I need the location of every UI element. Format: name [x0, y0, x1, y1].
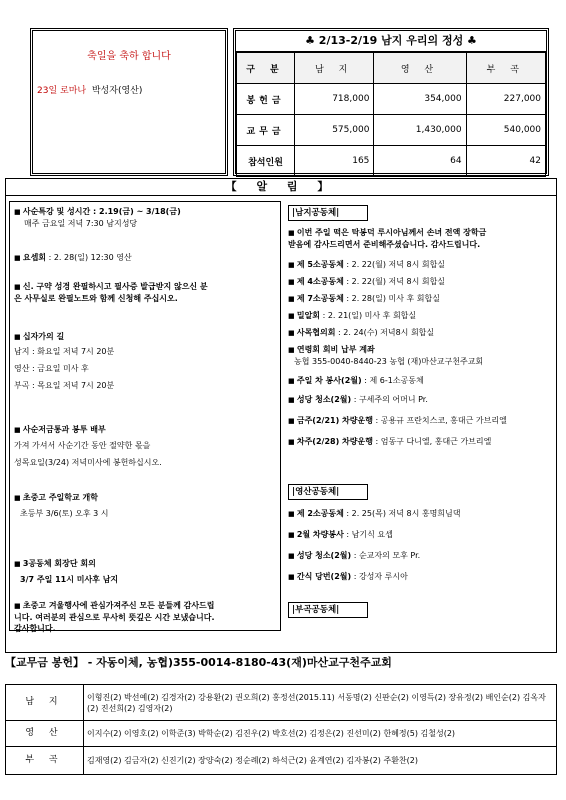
offering-cell: 540,000 — [466, 115, 545, 146]
namji-item: ■ 금주(2/21) 차량운행 : 공용규 프란치스코, 홍대근 가브리엘 — [288, 415, 507, 427]
member-names: 이지수(2) 이영호(2) 이학준(3) 박학순(2) 김진우(2) 박호선(2) 김정은(2) 진선미(2) 한혜정(5) 김철성(2) — [84, 721, 557, 747]
member-names: 김재영(2) 김금자(2) 신진기(2) 장양숙(2) 정순례(2) 하석근(2) 윤계연(2) 김자봉(2) 주환찬(2) — [84, 747, 557, 775]
notice-item: ■ 사순저금통과 봉투 배부 가져 가셔서 사순기간 동안 절약한 몫을 성목요일(3/24) 저녁미사에 봉헌하십시오. — [14, 424, 162, 468]
offering-header-row — [237, 53, 546, 84]
member-names: 이형진(2) 박선예(2) 김경자(2) 강용환(2) 권오희(2) 홍정선(2015.11) 서동명(2) 신판순(2) 이영득(2) 장유정(2) 배인순(2) 김옥자(2) 진선희(2) 김영자(2) — [84, 685, 557, 721]
offering-cell: 42 — [466, 146, 545, 177]
notice-item: ■ 초중고 주일학교 개학 초등부 3/6(토) 오후 3 시 — [14, 492, 108, 519]
offering-table — [236, 52, 546, 177]
namji-item: ■ 이번 주일 떡은 탁봉덕 루시아님께서 손녀 전액 장학금 받음에 감사드리면서 준비해주셨습니다. 감사드립니다. — [288, 227, 486, 250]
feast-person: 박성자(영산) — [91, 86, 143, 96]
offering-cell: 354,000 — [374, 84, 466, 115]
offering-cell: 718,000 — [295, 84, 374, 115]
member-region: 남 지 — [6, 685, 84, 721]
yeongsan-item: ■ 2월 차량봉사 : 남기식 요셉 — [288, 529, 393, 541]
offering-row-label: 교무금 — [237, 115, 295, 146]
namji-item: ■ 제 4소공동체 : 2. 22(월) 저녁 8시 회합실 — [288, 276, 445, 288]
notice-item: ■ 초중고 겨울행사에 관심가져주신 모든 분들께 감사드립 니다. 여러분의 관심으로 무사히 뜻깊은 시간 보냈습니다. 감사합니다. — [14, 600, 215, 634]
notice-item: ■ 십자가의 길 남지 : 화요일 저녁 7시 20분 영산 : 금요일 미사 후 부곡 : 목요일 저녁 7시 20분 — [14, 331, 114, 391]
feast-day-title: 축일을 축하 합니다 — [87, 51, 171, 62]
tithe-members-box — [5, 684, 557, 775]
namji-community-heading: |남지공동체| — [288, 205, 368, 221]
feast-date: 23일 — [37, 86, 58, 96]
feast-day-entry — [37, 83, 142, 96]
notice-item: ■ 3공동체 회장단 회의 3/7 주일 11시 미사후 남지 — [14, 558, 118, 585]
namji-item: ■ 밀알회 : 2. 21(일) 미사 후 회합실 — [288, 310, 416, 322]
member-row — [6, 747, 557, 775]
notice-item: ■ 신. 구약 성경 완필하시고 필사증 발급받지 않으신 분 은 사무실로 완필노트와 함께 신청해 주십시오. — [14, 281, 208, 304]
offering-cell: 165 — [295, 146, 374, 177]
namji-item: ■ 주일 차 봉사(2월) : 제 6-1소공동체 — [288, 375, 424, 387]
tithe-members-table — [5, 684, 557, 775]
notice-left-column — [9, 201, 281, 631]
notice-title: 【 알 림 】 — [6, 179, 556, 196]
namji-item: ■ 제 7소공동체 : 2. 28(일) 미사 후 회합실 — [288, 293, 440, 305]
namji-item: ■ 연령회 회비 납부 계좌 농협 355-0040-8440-23 농협 (재)마산교구천주교회 — [288, 344, 483, 367]
member-region: 부 곡 — [6, 747, 84, 775]
notice-item: ■ 사순특강 및 성시간 : 2.19(금) ~ 3/18(금) 매주 금요일 저녁 7:30 남지성당 — [14, 206, 181, 229]
offering-table-box — [233, 28, 549, 176]
namji-item: ■ 사목협의회 : 2. 24(수) 저녁8시 회합실 — [288, 327, 434, 339]
offering-title: ♣ 2/13-2/19 남지 우리의 정성 ♣ — [236, 31, 546, 52]
feast-day-box — [30, 28, 228, 176]
notice-right-column — [288, 201, 553, 651]
offering-row-label: 봉헌금 — [237, 84, 295, 115]
offering-cell: 227,000 — [466, 84, 545, 115]
tithe-payment-info: 【교무금 봉헌】 - 자동이체, 농협)355-0014-8180-43(재)마산교구천주교회 — [5, 656, 392, 669]
offering-cell: 64 — [374, 146, 466, 177]
bugok-community-heading: |부곡공동체| — [288, 602, 368, 618]
notice-section — [5, 178, 557, 653]
member-row — [6, 721, 557, 747]
offering-cell: 1,430,000 — [374, 115, 466, 146]
offering-row — [237, 146, 546, 177]
offering-header-col: 영 산 — [374, 53, 466, 84]
member-region: 영 산 — [6, 721, 84, 747]
offering-cell: 575,000 — [295, 115, 374, 146]
yeongsan-item: ■ 제 2소공동체 : 2. 25(목) 저녁 8시 홍명희님댁 — [288, 508, 461, 520]
offering-header-label: 구 분 — [237, 53, 295, 84]
notice-item: ■ 요셉회 : 2. 28(일) 12:30 영산 — [14, 252, 132, 264]
yeongsan-community-heading: |영산공동체| — [288, 484, 368, 500]
namji-item: ■ 제 5소공동체 : 2. 22(월) 저녁 8시 회합실 — [288, 259, 445, 271]
feast-saint: 로마나 — [60, 86, 87, 96]
offering-header-col: 남 지 — [295, 53, 374, 84]
yeongsan-item: ■ 성당 청소(2월) : 순교자의 모후 Pr. — [288, 550, 420, 562]
offering-row — [237, 84, 546, 115]
namji-item: ■ 차주(2/28) 차량운행 : 엄동구 다니엘, 홍대근 가브리엘 — [288, 436, 491, 448]
offering-row-label: 참석인원 — [237, 146, 295, 177]
offering-row — [237, 115, 546, 146]
yeongsan-item: ■ 간식 당번(2월) : 강성자 루시아 — [288, 571, 408, 583]
offering-header-col: 부 곡 — [466, 53, 545, 84]
member-row — [6, 685, 557, 721]
namji-item: ■ 성당 청소(2월) : 구세주의 어머니 Pr. — [288, 394, 428, 406]
